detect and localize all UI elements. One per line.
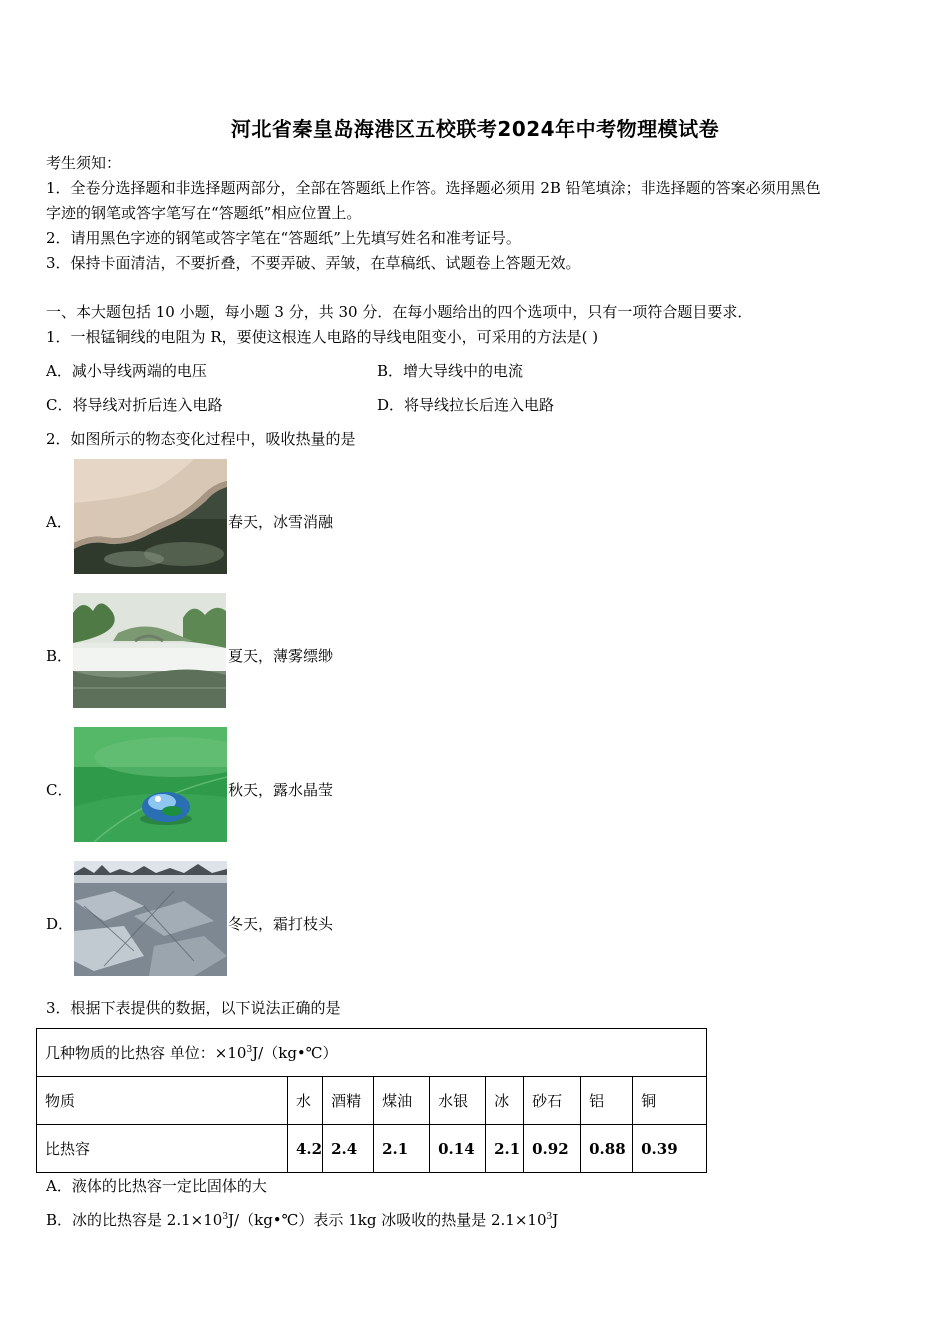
- q3-stem: 3．根据下表提供的数据，以下说法正确的是: [46, 999, 341, 1017]
- q2-option-a-caption: 春天，冰雪消融: [228, 513, 334, 531]
- cell-value: 0.88: [581, 1125, 633, 1173]
- notice-line-1b: 字迹的钢笔或答字笔写在“答题纸”相应位置上。: [46, 204, 362, 222]
- table-caption: 几种物质的比热容 单位：$\times 10^3J/(kg•℃)$: [37, 1029, 707, 1077]
- notice-line-2: 2．请用黑色字迹的钢笔或答字笔在“答题纸”上先填写姓名和准考证号。: [46, 229, 521, 247]
- q1-stem: 1．一根锰铜线的电阻为 R，要使这根连人电路的导线电阻变小，可采用的方法是( ): [46, 328, 599, 346]
- q2-option-c-caption: 秋天，露水晶莹: [228, 781, 334, 799]
- cell-value: 2.4: [323, 1125, 374, 1173]
- q3-option-b: B．冰的比热容是 $2.1\times 10^3J/(kg•℃)$表示 1kg 冰吸收的热量是 $2.1\times 10^3J$: [46, 1211, 559, 1229]
- q2-option-c-letter: C．: [46, 781, 73, 799]
- misty-lake-image: [73, 593, 226, 708]
- cell-substance: 酒精: [323, 1077, 374, 1125]
- cell-value: 4.2: [288, 1125, 323, 1173]
- section-1-heading: 一、本大题包括 10 小题，每小题 3 分，共 30 分．在每小题给出的四个选项中，只有一项符合题目要求．: [46, 303, 753, 321]
- melting-ice-image: [74, 459, 227, 574]
- cell-value: 0.92: [524, 1125, 581, 1173]
- cell-substance: 冰: [486, 1077, 524, 1125]
- q1-option-d: D．将导线拉长后连入电路: [377, 396, 555, 414]
- page-title: 河北省秦皇岛海港区五校联考2024年中考物理模试卷: [230, 117, 720, 141]
- notice-heading: 考生须知：: [46, 154, 122, 172]
- row-label-substance: 物质: [37, 1077, 288, 1125]
- q2-stem: 2．如图所示的物态变化过程中，吸收热量的是: [46, 430, 356, 448]
- cell-substance: 煤油: [374, 1077, 430, 1125]
- dewdrop-leaf-image: [74, 727, 227, 842]
- q2-option-b-caption: 夏天，薄雾缥缈: [228, 647, 334, 665]
- q1-option-c: C．将导线对折后连入电路: [46, 396, 223, 414]
- q2-option-d-caption: 冬天，霜打枝头: [228, 915, 334, 933]
- q2-option-b-letter: B．: [46, 647, 73, 665]
- cell-value: 0.14: [430, 1125, 486, 1173]
- notice-line-3: 3．保持卡面清洁，不要折叠，不要弄破、弄皱，在草稿纸、试题卷上答题无效。: [46, 254, 581, 272]
- frozen-river-image: [74, 861, 227, 976]
- cell-substance: 水: [288, 1077, 323, 1125]
- cell-value: 2.1: [374, 1125, 430, 1173]
- q3-option-a: A．液体的比热容一定比固体的大: [46, 1177, 267, 1195]
- table-row-substance: [37, 1077, 707, 1125]
- cell-substance: 水银: [430, 1077, 486, 1125]
- q2-option-d-letter: D．: [46, 915, 74, 933]
- notice-line-1a: 1．全卷分选择题和非选择题两部分，全部在答题纸上作答。选择题必须用 2B 铅笔填涂；非选择题的答案必须用黑色: [46, 179, 821, 197]
- specific-heat-table: [36, 1028, 707, 1173]
- q2-option-a-letter: A．: [46, 513, 72, 531]
- q1-option-a: A．减小导线两端的电压: [46, 362, 207, 380]
- cell-substance: 砂石: [524, 1077, 581, 1125]
- cell-substance: 铜: [633, 1077, 707, 1125]
- q1-option-b: B．增大导线中的电流: [377, 362, 524, 380]
- cell-value: 2.1: [486, 1125, 524, 1173]
- cell-value: 0.39: [633, 1125, 707, 1173]
- table-row-value: [37, 1125, 707, 1173]
- row-label-specific-heat: 比热容: [37, 1125, 288, 1173]
- cell-substance: 铝: [581, 1077, 633, 1125]
